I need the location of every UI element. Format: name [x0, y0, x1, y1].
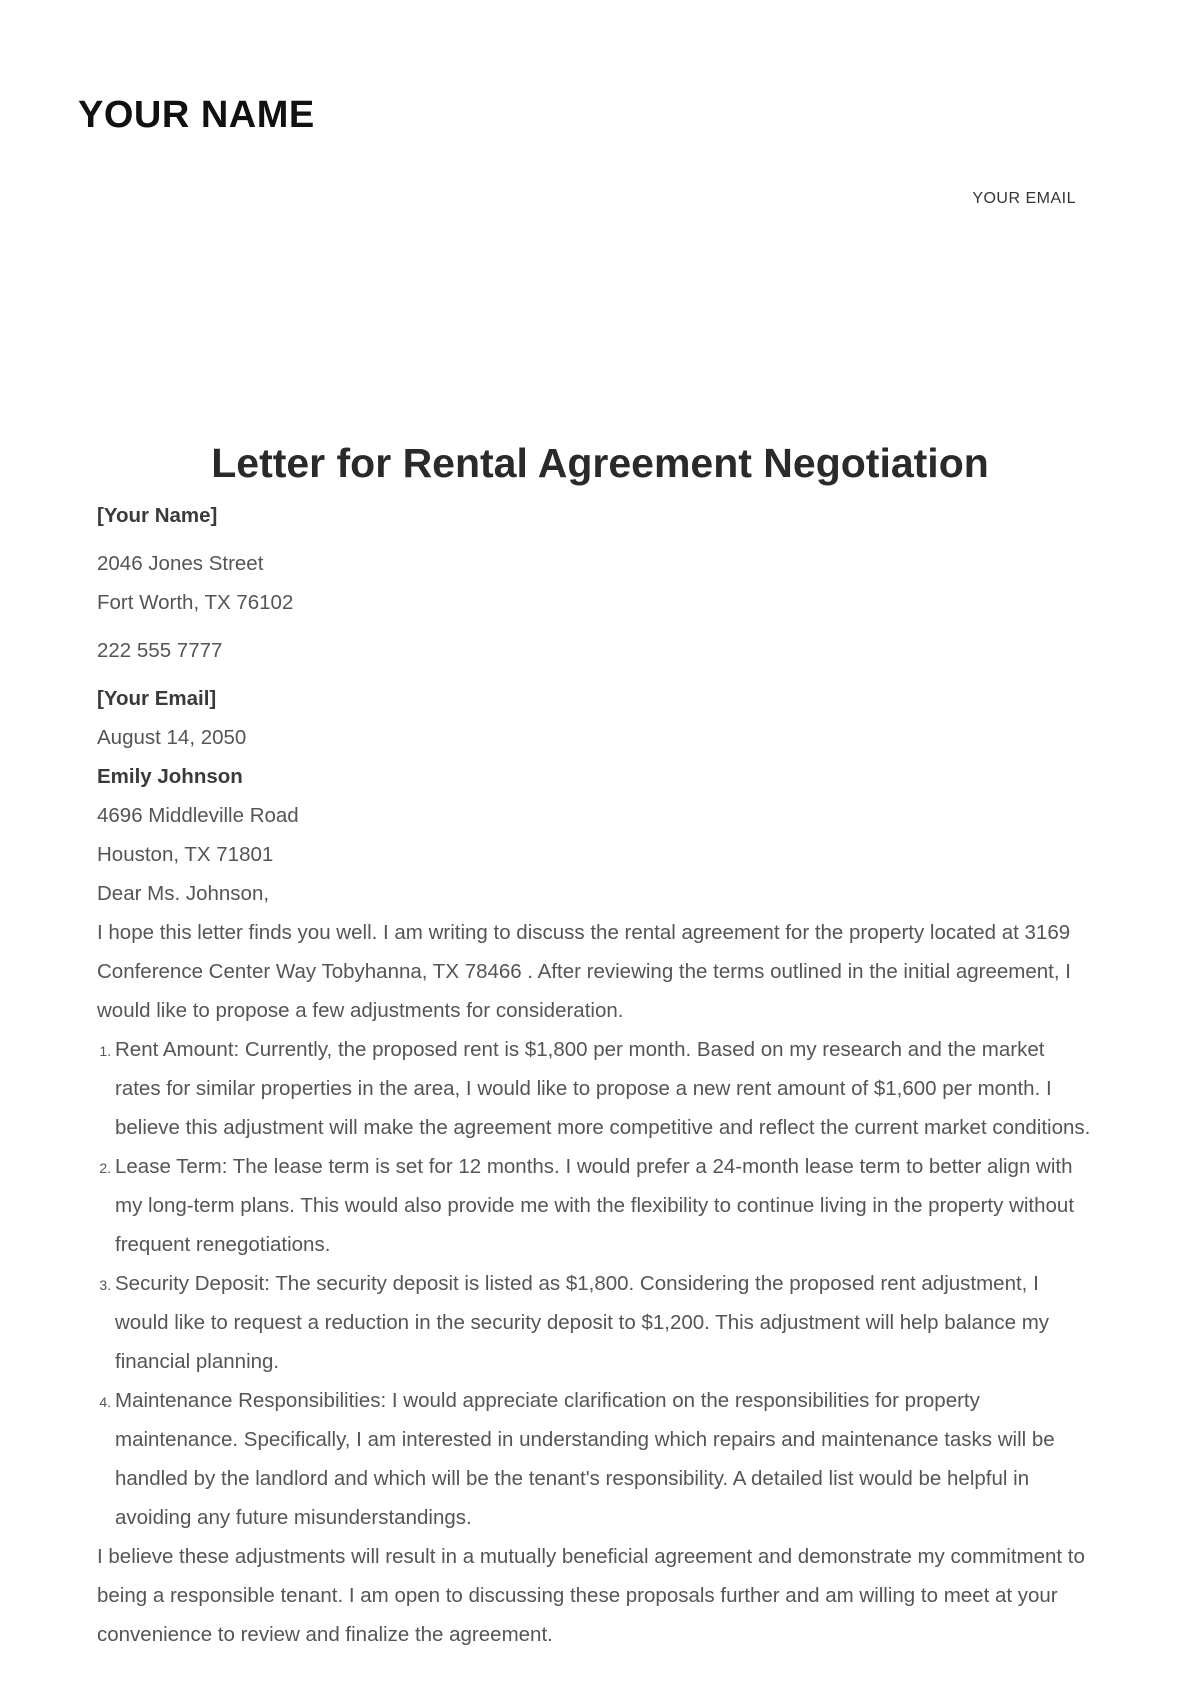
header-name: YOUR NAME	[78, 94, 315, 136]
list-item: 1. Rent Amount: Currently, the proposed rent is $1,800 per month. Based on my research and the market rates for similar properties in the area, I would like to propose a new rent amount of $1,600 per month. I believe this adjustment will make the agreement more competitive and reflect the current market conditions.	[115, 1030, 1092, 1147]
letter-body	[97, 496, 1092, 1654]
closing-paragraph: I believe these adjustments will result in a mutually beneficial agreement and demonstrate my commitment to being a responsible tenant. I am open to discussing these proposals further and am willing to meet at your convenience to review and finalize the agreement.	[97, 1545, 1085, 1646]
sender-phone: 222 555 7777	[97, 639, 223, 662]
sender-email: [Your Email]	[97, 687, 217, 710]
list-item: 2. Lease Term: The lease term is set for 12 months. I would prefer a 24-month lease term to better align with my long-term plans. This would also provide me with the flexibility to continue living in the property without frequent renegotiations.	[115, 1147, 1092, 1264]
list-item: 3. Security Deposit: The security deposit is listed as $1,800. Considering the proposed rent adjustment, I would like to request a reduction in the security deposit to $1,200. This adjustment will help balance my financial planning.	[115, 1264, 1092, 1381]
letter-date: August 14, 2050	[97, 726, 247, 749]
recipient-name: Emily Johnson	[97, 765, 243, 788]
list-item: 4. Maintenance Responsibilities: I would appreciate clarification on the responsibilities for property maintenance. Specifically, I am interested in understanding which repairs and maintenance tasks will be handled by the landlord and which will be the tenant's responsibility. A detailed list would be helpful in avoiding any future misunderstandings.	[115, 1381, 1092, 1537]
sender-address-line2: Fort Worth, TX 76102	[97, 591, 294, 614]
sender-name: [Your Name]	[97, 504, 218, 527]
proposal-list	[97, 1030, 1092, 1537]
document-title: Letter for Rental Agreement Negotiation	[211, 440, 989, 486]
recipient-address-line2: Houston, TX 71801	[97, 843, 274, 866]
recipient-address-line1: 4696 Middleville Road	[97, 804, 299, 827]
intro-paragraph: I hope this letter finds you well. I am writing to discuss the rental agreement for the property located at 3169 Conference Center Way Tobyhanna, TX 78466 . After reviewing the terms outlined in the initial agreement, I would like to propose a few adjustments for consideration.	[97, 921, 1071, 1022]
sender-address-line1: 2046 Jones Street	[97, 552, 264, 575]
salutation: Dear Ms. Johnson,	[97, 882, 270, 905]
header-email: YOUR EMAIL	[972, 190, 1076, 207]
